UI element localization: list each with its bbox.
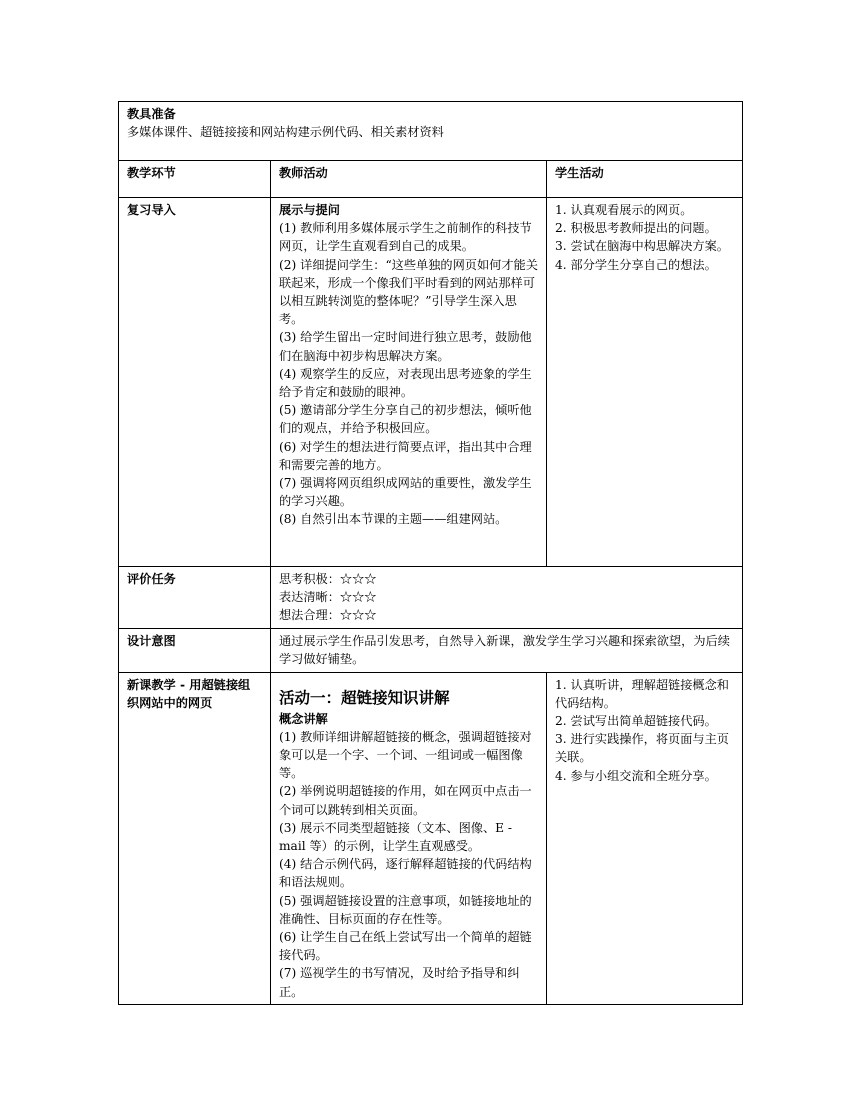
list-item: (7) 强调将网页组织成网站的重要性，激发学生的学习兴趣。 — [279, 476, 532, 509]
header-stage: 教学环节 — [119, 161, 271, 198]
prep-row — [119, 102, 743, 161]
list-item: (5) 邀请部分学生分享自己的初步想法，倾听他们的观点，并给予积极回应。 — [279, 403, 532, 436]
review-student-list — [555, 201, 734, 274]
list-item: (3) 给学生留出一定时间进行独立思考，鼓励他们在脑海中初步构思解决方案。 — [279, 330, 532, 363]
list-item: 2. 积极思考教师提出的问题。 — [555, 221, 717, 236]
review-teacher-list — [279, 219, 538, 528]
list-item: 3. 尝试在脑海中构思解决方案。 — [555, 239, 729, 254]
list-item: (8) 自然引出本节课的主题——组建网站。 — [279, 512, 508, 527]
list-item: 1. 认真观看展示的网页。 — [555, 203, 693, 217]
new-lesson-teacher-cell — [271, 672, 547, 1004]
list-item: (1) 教师详细讲解超链接的概念，强调超链接对象可以是一个字、一个词、一组词或一幅图像等。 — [279, 729, 532, 781]
list-item: 2. 尝试写出简单超链接代码。 — [555, 714, 717, 729]
header-row — [119, 161, 743, 198]
list-item: (7) 巡视学生的书写情况，及时给予指导和纠正。 — [279, 966, 520, 999]
list-item: 3. 进行实践操作，将页面与主页关联。 — [555, 732, 729, 765]
new-lesson-student-cell — [547, 672, 743, 1004]
review-teacher-cell — [271, 198, 547, 567]
evaluation-item: 表达清晰：☆☆☆ — [279, 590, 377, 605]
review-student-cell — [547, 198, 743, 567]
header-teacher: 教师活动 — [271, 161, 547, 198]
design-content: 通过展示学生作品引发思考，自然导入新课，激发学生学习兴趣和探索欲望，为后续学习做好铺垫。 — [271, 628, 743, 672]
lesson-plan-table — [118, 101, 743, 1005]
evaluation-label: 评价任务 — [119, 567, 271, 629]
new-lesson-teacher-list — [279, 728, 538, 1001]
new-lesson-row — [119, 672, 743, 1004]
list-item: (5) 强调超链接设置的注意事项，如链接地址的准确性、目标页面的存在性等。 — [279, 893, 532, 926]
new-lesson-label: 新课教学 - 用超链接组织网站中的网页 — [119, 672, 271, 1004]
activity-title: 活动一：超链接知识讲解 — [279, 688, 450, 707]
prep-cell — [119, 102, 743, 161]
prep-title: 教具准备 — [127, 107, 176, 121]
new-lesson-student-list — [555, 676, 734, 785]
list-item: (6) 对学生的想法进行简要点评，指出其中合理和需要完善的地方。 — [279, 439, 532, 472]
list-item: (4) 结合示例代码，逐行解释超链接的代码结构和语法规则。 — [279, 857, 532, 890]
review-row — [119, 198, 743, 567]
concept-section-title: 概念讲解 — [279, 711, 328, 726]
list-item: (1) 教师利用多媒体展示学生之前制作的科技节网页，让学生直观看到自己的成果。 — [279, 221, 532, 254]
evaluation-row — [119, 567, 743, 629]
review-label: 复习导入 — [119, 198, 271, 567]
list-item: (4) 观察学生的反应，对表现出思考迹象的学生给予肯定和鼓励的眼神。 — [279, 366, 532, 400]
prep-content: 多媒体课件、超链接接和网站构建示例代码、相关素材资料 — [127, 125, 444, 140]
review-section-title: 展示与提问 — [279, 203, 340, 217]
evaluation-cell — [271, 567, 743, 629]
design-row — [119, 628, 743, 672]
list-item: 1. 认真听讲，理解超链接概念和代码结构。 — [555, 677, 729, 710]
design-label: 设计意图 — [119, 628, 271, 672]
list-item: (2) 举例说明超链接的作用，如在网页中点击一个词可以跳转到相关页面。 — [279, 784, 532, 817]
list-item: (6) 让学生自己在纸上尝试写出一个简单的超链接代码。 — [279, 930, 532, 963]
list-item: (2) 详细提问学生：“这些单独的网页如何才能关联起来，形成一个像我们平时看到的网站那样可以相互跳转浏览的整体呢？”引导学生深入思考。 — [279, 257, 538, 327]
header-student: 学生活动 — [547, 161, 743, 198]
list-item: (3) 展示不同类型超链接（文本、图像、E - mail 等）的示例，让学生直观感受。 — [279, 820, 513, 854]
list-item: 4. 部分学生分享自己的想法。 — [555, 257, 717, 272]
list-item: 4. 参与小组交流和全班分享。 — [555, 768, 717, 783]
evaluation-item: 思考积极：☆☆☆ — [279, 572, 377, 586]
evaluation-item: 想法合理：☆☆☆ — [279, 608, 377, 623]
